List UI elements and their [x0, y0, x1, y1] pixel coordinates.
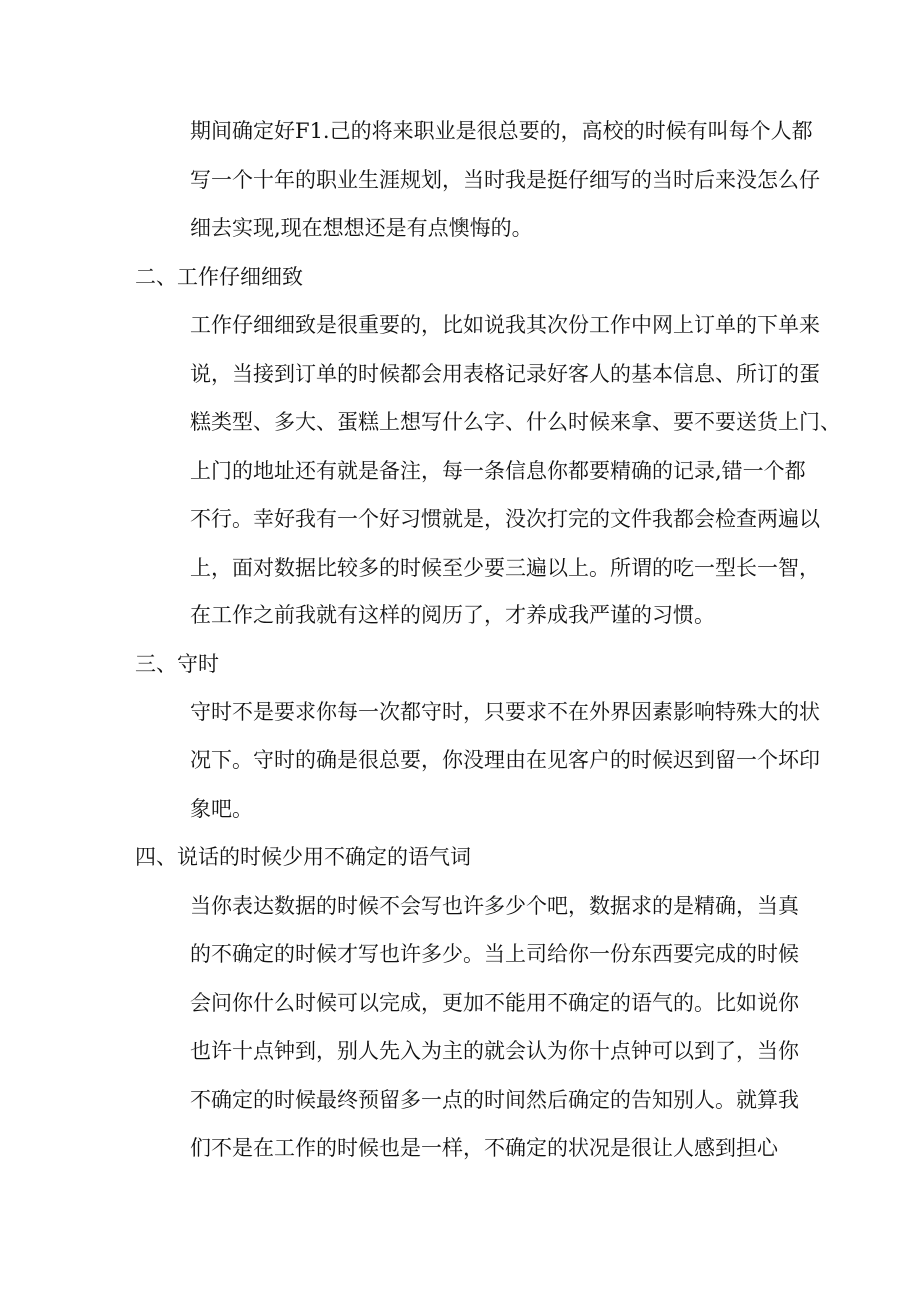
paragraph-line: 会问你什么时候可以完成，更加不能用不确定的语气的。比如说你 — [190, 991, 799, 1015]
paragraph-line: 上门的地址还有就是备注，每一条信息你都要精确的记录,错一个都 — [190, 459, 806, 483]
paragraph-line: 也许十点钟到，别人先入为主的就会认为你十点钟可以到了，当你 — [190, 1039, 799, 1063]
paragraph-line: 写一个十年的职业生涯规划，当时我是挺仔细写的当时后来没怎么仔 — [190, 168, 820, 192]
paragraph-line: 在工作之前我就有这样的阅历了，才养成我严谨的习惯。 — [190, 603, 715, 627]
paragraph-line: 工作仔细细致是很重要的，比如说我其次份工作中网上订单的下单来 — [190, 313, 820, 337]
paragraph-line: 象吧。 — [190, 797, 253, 821]
paragraph-line: 况下。守时的确是很总要，你没理由在见客户的时候迟到留一个坏印 — [190, 748, 820, 772]
paragraph-line: 说，当接到订单的时候都会用表格记录好客人的基本信息、所订的蛋 — [190, 362, 820, 386]
paragraph-line: 期间确定好F1.己的将来职业是很总要的，高校的时候有叫每个人都 — [190, 119, 813, 143]
paragraph-line: 的不确定的时候才写也许多少。当上司给你一份东西要完成的时候 — [190, 942, 799, 966]
paragraph-line: 上，面对数据比较多的时候至少要三遍以上。所谓的吃一型长一智， — [190, 556, 820, 580]
paragraph-line: 糕类型、多大、蛋糕上想写什么字、什么时候来拿、要不要送货上门、 — [190, 410, 841, 434]
paragraph-line: 当你表达数据的时候不会写也许多少个吧，数据求的是精确，当真 — [190, 894, 799, 918]
paragraph-line: 不确定的时候最终预留多一点的时间然后确定的告知别人。就算我 — [190, 1088, 799, 1112]
paragraph-line: 不行。幸好我有一个好习惯就是，没次打完的文件我都会检查两遍以 — [190, 507, 820, 531]
paragraph-line: 们不是在工作的时候也是一样，不确定的状况是很让人感到担心 — [190, 1136, 778, 1160]
paragraph-line: 守时不是要求你每一次都守时，只要求不在外界因素影响特殊大的状 — [190, 700, 820, 724]
paragraph-line: 细去实现,现在想想还是有点懊悔的。 — [190, 216, 533, 240]
section-heading: 四、说话的时候少用不确定的语气词 — [135, 845, 471, 869]
section-heading: 三、守时 — [135, 652, 219, 676]
section-heading: 二、工作仔细细致 — [135, 265, 303, 289]
